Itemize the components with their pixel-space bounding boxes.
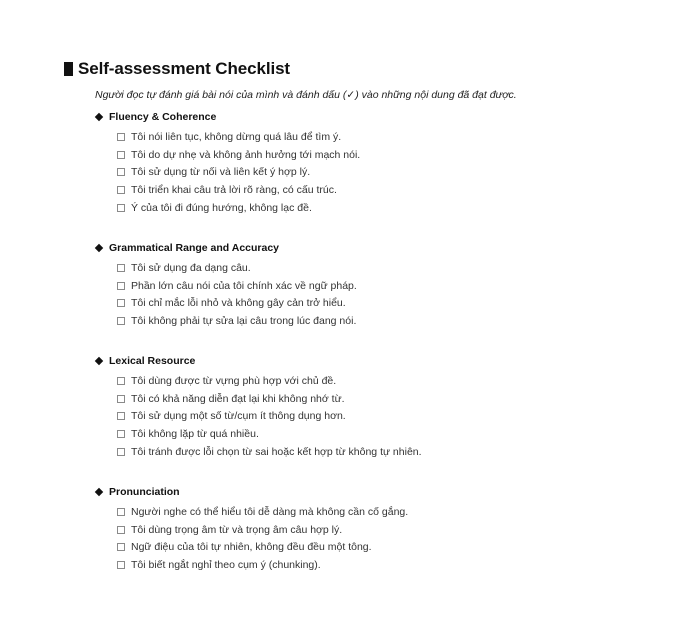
section-grammatical-range-accuracy	[95, 241, 357, 330]
checklist-item	[117, 503, 408, 521]
diamond-bullet-icon	[95, 488, 103, 496]
checklist-item	[117, 538, 408, 556]
checklist-item-text: Tôi chỉ mắc lỗi nhỏ và không gây cản trở hiểu.	[131, 297, 346, 310]
checkbox[interactable]	[117, 448, 125, 456]
checklist-item-text: Người nghe có thể hiểu tôi dễ dàng mà không cần cố gắng.	[131, 505, 409, 518]
checklist-item	[117, 128, 360, 146]
checklist-item-text: Tôi biết ngắt nghỉ theo cụm ý (chunking).	[131, 558, 321, 571]
checklist-item-text: Tôi dùng được từ vựng phù hợp với chủ đề.	[131, 374, 337, 387]
checklist-item	[117, 277, 357, 295]
checklist-item-text: Ý của tôi đi đúng hướng, không lạc đề.	[131, 201, 312, 214]
checklist-item	[117, 181, 360, 199]
checklist-item-text: Tôi sử dụng đa dạng câu.	[131, 261, 251, 274]
checkbox[interactable]	[117, 430, 125, 438]
checklist-item	[117, 521, 408, 539]
checklist-item	[117, 259, 357, 277]
instruction-text: Người đọc tự đánh giá bài nói của mình và đánh dấu (✓) vào những nội dung đã đạt được.	[95, 89, 517, 101]
checkbox[interactable]	[117, 526, 125, 534]
checklist-item-text: Tôi không phải tự sửa lại câu trong lúc đang nói.	[131, 314, 357, 327]
section-pronunciation	[95, 485, 408, 574]
checklist	[95, 503, 408, 574]
checkbox[interactable]	[117, 377, 125, 385]
section-fluency-coherence	[95, 110, 360, 216]
checklist-item-text: Tôi sử dụng một số từ/cụm ít thông dụng hơn.	[131, 410, 346, 423]
checkbox[interactable]	[117, 282, 125, 290]
checklist	[95, 128, 360, 216]
section-title: Fluency & Coherence	[109, 111, 217, 123]
checkbox[interactable]	[117, 204, 125, 212]
checklist-item	[117, 425, 422, 443]
checkbox[interactable]	[117, 412, 125, 420]
checkbox[interactable]	[117, 395, 125, 403]
checkbox[interactable]	[117, 168, 125, 176]
checklist	[95, 372, 422, 460]
section-title: Lexical Resource	[109, 355, 196, 367]
square-bullet-icon	[64, 62, 73, 76]
section-title: Pronunciation	[109, 486, 180, 498]
section-lexical-resource	[95, 354, 422, 460]
checklist-item-text: Phần lớn câu nói của tôi chính xác về ngữ pháp.	[131, 279, 357, 292]
checkbox[interactable]	[117, 561, 125, 569]
checkbox[interactable]	[117, 133, 125, 141]
checkbox[interactable]	[117, 299, 125, 307]
checklist-item	[117, 294, 357, 312]
checklist-item	[117, 407, 422, 425]
title-row	[64, 59, 290, 79]
checklist-item-text: Tôi sử dụng từ nối và liên kết ý hợp lý.	[131, 166, 311, 179]
checklist-item	[117, 163, 360, 181]
checklist-item-text: Tôi triển khai câu trả lời rõ ràng, có cấu trúc.	[131, 183, 337, 196]
checkbox[interactable]	[117, 508, 125, 516]
section-heading	[95, 485, 408, 499]
section-heading	[95, 110, 360, 124]
checklist-item	[117, 443, 422, 461]
checkbox[interactable]	[117, 317, 125, 325]
section-heading	[95, 241, 357, 255]
diamond-bullet-icon	[95, 357, 103, 365]
checklist-item	[117, 390, 422, 408]
checklist-item-text: Ngữ điệu của tôi tự nhiên, không đều đều một tông.	[131, 541, 372, 554]
checklist-item-text: Tôi có khả năng diễn đạt lại khi không nhớ từ.	[131, 392, 345, 405]
checklist-item-text: Tôi tránh được lỗi chọn từ sai hoặc kết hợp từ không tự nhiên.	[131, 445, 422, 458]
section-title: Grammatical Range and Accuracy	[109, 242, 280, 254]
page-title: Self-assessment Checklist	[78, 59, 290, 78]
checklist-item-text: Tôi nói liên tục, không dừng quá lâu để tìm ý.	[131, 130, 342, 143]
checklist-item-text: Tôi do dự nhẹ và không ảnh hưởng tới mạch nói.	[131, 148, 361, 161]
checklist-item	[117, 199, 360, 217]
diamond-bullet-icon	[95, 244, 103, 252]
checklist-item	[117, 372, 422, 390]
checklist-item	[117, 312, 357, 330]
checkbox[interactable]	[117, 186, 125, 194]
checklist	[95, 259, 357, 330]
diamond-bullet-icon	[95, 113, 103, 121]
checkbox[interactable]	[117, 151, 125, 159]
checkbox[interactable]	[117, 543, 125, 551]
checklist-item	[117, 556, 408, 574]
checkbox[interactable]	[117, 264, 125, 272]
section-heading	[95, 354, 422, 368]
checklist-item-text: Tôi dùng trọng âm từ và trọng âm câu hợp lý.	[131, 523, 343, 536]
checklist-item-text: Tôi không lặp từ quá nhiều.	[131, 427, 259, 440]
checklist-item	[117, 146, 360, 164]
